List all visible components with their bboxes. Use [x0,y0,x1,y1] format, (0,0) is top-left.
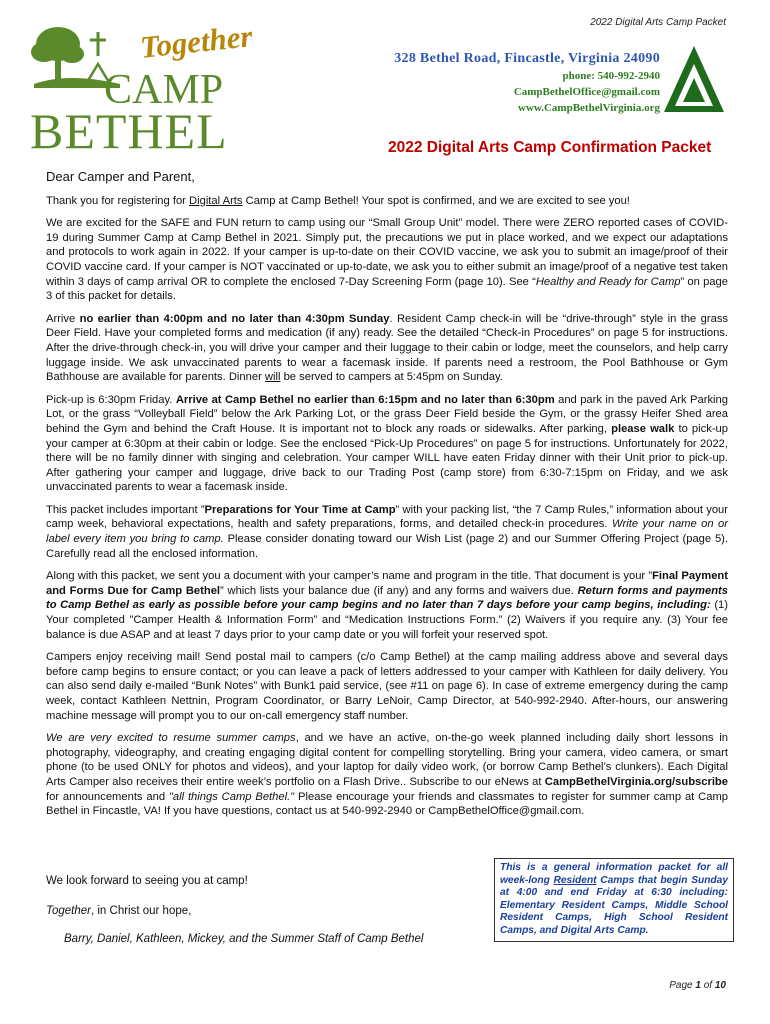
paragraph-program: We are very excited to resume summer camps, and we have an active, on-the-go week planned including daily short lessons in photography, videography, and creating engaging digital content for compelling storytelling. Bring your camera, video camera, or smart phone (to be used ONLY for photos and videos), and your laptop for daily video work, (or borrow Camp Bethel’s clunkers). Each Digital Arts Camper also receives their entire week’s portfolio on a Flash Drive.. Subscribe to our eNews at CampBethelVirginia.org/subscribe for announcements and "all things Camp Bethel." Please encourage your friends and classmates to register for summer camp at Camp Bethel in Fincastle, VA! If you have questions, contact us at 540-992-2940 or CampBethelOffice@gmail.com. [46,732,728,818]
paragraph-pickup: Pick-up is 6:30pm Friday. Arrive at Camp Bethel no earlier than 6:15pm and no later than 6:30pm and park in the paved Ark Parking Lot, or the grass “Volleyball Field” below the Ark Parking Lot, or the grass Deer Field beside the Gym, or the grassy Heifer Shed area behind the Gym and behind the Craft House. It is important not to block any roads or sidewalks. After parking, please walk to pick-up your camper at 6:30pm at their cabin or lodge. See the enclosed “Pick-Up Procedures” on page 5 for instructions. Unfortunately for 2022, there will be no family dinner with singing and celebration. Your camper WILL have eaten Friday dinner with their Unit prior to pick-up. After gathering your camper and luggage, drive back to our Trading Post (camp store) from 6:30-7:15pm on Friday, and we ask unvaccinated parents to wear a facemask inside. [46,393,728,494]
email-link[interactable]: CampBethelOffice@gmail.com [513,86,660,98]
paragraph-registration: Thank you for registering for Digital Arts Camp at Camp Bethel! Your spot is confirmed, and we are excited to see you! [46,194,630,207]
logo-together: Together [138,18,254,65]
phone: phone: 540-992-2940 [562,70,660,82]
closing-salutation: Together, in Christ our hope, [46,905,192,917]
signature: Barry, Daniel, Kathleen, Mickey, and the Summer Staff of Camp Bethel [64,933,424,945]
running-head: 2022 Digital Arts Camp Packet [590,17,726,28]
info-note-box: This is a general information packet for all week-long Resident Camps that begin Sunday at 4:00 and end Friday at 6:30 including: Elementary Resident Camps, Middle School Resident Camps, High School Resident Camps, and Digital Arts Camp. [494,858,734,942]
street-address: 328 Bethel Road, Fincastle, Virginia 24090 [394,51,660,66]
website-link[interactable]: www.CampBethelVirginia.org [518,102,660,114]
paragraph-arrival: Arrive no earlier than 4:00pm and no later than 4:30pm Sunday. Resident Camp check-in will be “drive-through” style in the grass Deer Field. Have your completed forms and medication (if any) ready. See the detailed “Check-in Procedures” on page 5 for instructions. After the drive-through check-in, you will drive your camper and their luggage to their cabin or lodge, meet the counselors, and help carry luggage inside. We ask unvaccinated parents to wear a facemask inside. If parents need a restroom, the Pool Bathhouse or Gym Bathhouse are available for parents. Dinner will be served to campers at 5:45pm on Sunday. [46,312,729,384]
paragraph-payment: Along with this packet, we sent you a document with your camper’s name and program in the title. That document is your ”Final Payment and Forms Due for Camp Bethel” which lists your balance due (if any) and any forms and waivers due. Return forms and payments to Camp Bethel as early as possible before your camp begins and no later than 7 days before your camp begins, including: (1) Your completed "Camper Health & Information Form” and “Medication Instructions Form.” (2) Waivers if you require any. (3) Your fee balance is due ASAP and at least 7 days prior to your camp date or you will forfeit your reserved spot. [46,570,728,641]
greeting: Dear Camper and Parent, [46,169,195,184]
paragraph-packet-contents: This packet includes important ”Preparations for Your Time at Camp” with your packing list, “the 7 Camp Rules,” information about your camp week, behavioral expectations, health and safety preparations, forms, and detailed check-in procedures. Write your name on or label every item you bring to camp. Please consider donating toward our Wish List (page 2) and our Summer Offering Project (page 5). Carefully read all the enclosed information. [46,503,729,560]
letter-body [46,170,728,827]
page-number: Page 1 of 10 [669,980,726,991]
address-block [380,50,660,116]
closing-line: We look forward to seeing you at camp! [46,875,248,887]
logo-camp: CAMP [104,67,224,113]
subscribe-link[interactable]: CampBethelVirginia.org/subscribe [544,775,728,788]
document-title: 2022 Digital Arts Camp Confirmation Packet [388,139,712,156]
paragraph-mail: Campers enjoy receiving mail! Send postal mail to campers (c/o Camp Bethel) at the camp mailing address above and several days before camp begins to ensure contact; or you can leave a pack of letters addressed to your camper with Kathleen for daily delivery. You can also send daily e-mailed “Bunk Notes” with Bunk1 paid service, (see #11 on page 6). In case of extreme emergency during the camp week, contact Kathleen Nettnin, Program Coordinator, or Barry LeNoir, Camp Director, at 540-992-2940. After-hours, our answering machine message will prompt you to our on-call emergency staff number. [46,651,728,722]
logo-bethel: BETHEL [30,103,228,159]
paragraph-covid: We are excited for the SAFE and FUN return to camp using our “Small Group Unit” model. There were ZERO reported cases of COVID-19 during Summer Camp at Camp Bethel in 2021. Simply put, the precautions we put in place worked, and we expect our adaptations and protocols to work again in 2022. If your camper is up-to-date on their COVID vaccine, we ask you to submit an image/proof of their COVID vaccine card. If your camper is NOT vaccinated or up-to-date, we ask you to either submit an image/proof of a negative test taken within 3 days of camp arrival OR to complete the enclosed 7-Day Screening Form (page 10). See “Healthy and Ready for Camp” on page 3 of this packet for details. [46,217,728,303]
tent-logo-icon [663,44,725,114]
camp-bethel-logo [28,18,268,159]
